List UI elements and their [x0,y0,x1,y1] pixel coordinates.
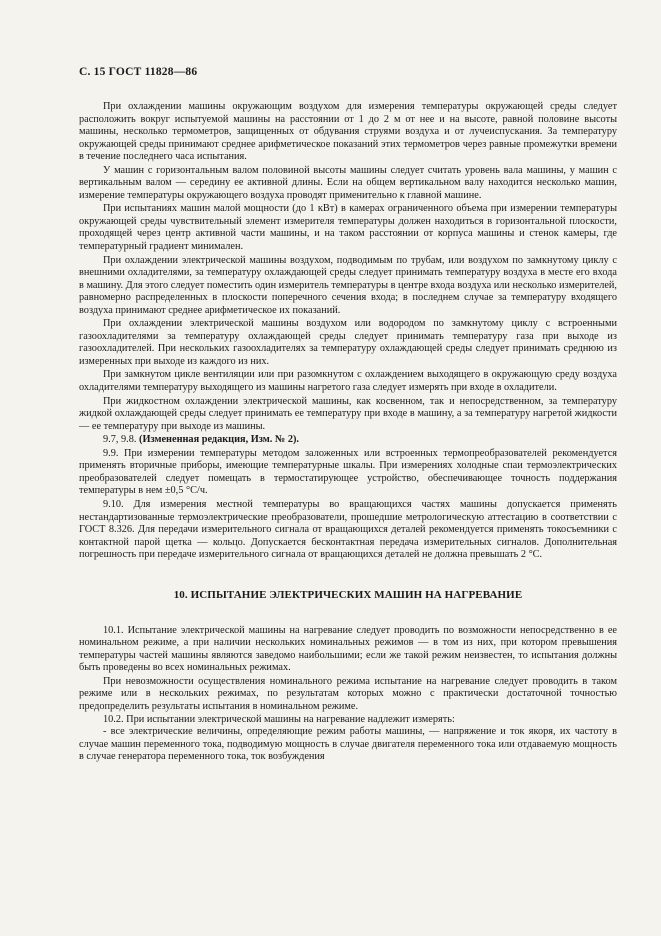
amendment-note: (Измененная редакция, Изм. № 2). [139,434,299,446]
paragraph-amendment [79,434,617,447]
paragraph: 10.1. Испытание электрической машины на нагревание следует проводить по возможности непосредственно в ее номинальном режиме, а при наличии нескольких номинальных режимов — в том из них, при котором превышения температуры частей машины являются заведомо наибольшими; если же такой режим неизвестен, то испытания должны быть проведены во всех номинальных режимах. [79,624,617,674]
paragraph: При охлаждении электрической машины воздухом или водородом по замкнутому циклу с встроенными газоохладителями за температуру охлаждающей среды следует принимать температуру газа при выходе из газоохладителей. При нескольких газоохладителях за температуру охлаждающей среды следует принимать среднюю из измеренных при выходе из каждого из них. [79,318,617,367]
clause-number: 9.7, 9.8. [103,434,137,446]
paragraph: При испытаниях машин малой мощности (до 1 кВт) в камерах ограниченного объема при измерении температуры окружающей среды чувствительный элемент измерителя температуры должен находиться в горизонтальной плоскости, проходящей через центр активной части машины, и на таком расстоянии от корпуса машины и стенок камеры, где температурный градиент минимален. [79,203,617,253]
paragraph: При охлаждении машины окружающим воздухом для измерения температуры окружающей среды следует расположить вокруг испытуемой машины на расстоянии от 1 до 2 м от нее и на высоте, равной половине высоты машины, несколько термометров, защищенных от обдувания струями воздуха и от лучеиспускания. За температуру окружающей среды принимают среднее арифметическое показаний этих термометров через равные промежутки времени в течение последнего часа испытания. [79,101,617,163]
paragraph: 9.9. При измерении температуры методом заложенных или встроенных термопреобразователей рекомендуется применять вторичные приборы, имеющие температурные шкалы. При измерениях холодные спаи термоэлектрических преобразователей следует помещать в термостатирующее устройство, обеспечивающее точность поддержания температуры в нем ±0,5 °С/ч. [79,447,617,497]
paragraph: При охлаждении электрической машины воздухом, подводимым по трубам, или воздухом по замкнутому циклу с внешними охладителями, за температуру охлаждающей среды следует принимать температуру воздуха в месте его входа в машину. Для этого следует поместить один измеритель температуры в центре входа воздуха или несколько измерителей, равномерно распределенных в плоскости поперечного сечения входа; в последнем случае за температуру входящего воздуха принимают среднее арифметическое их показаний. [79,254,617,316]
section-title: 10. ИСПЫТАНИЕ ЭЛЕКТРИЧЕСКИХ МАШИН НА НАГРЕВАНИЕ [173,588,523,601]
paragraph: При жидкостном охлаждении электрической машины, как косвенном, так и непосредственном, за температуру жидкой охлаждающей среды следует принимать ее температуру при входе в машину, а за температуру нагретой жидкости — ее температуру при выходе из машины. [79,395,617,432]
page-header: С. 15 ГОСТ 11828—86 [79,66,198,78]
paragraph: 10.2. При испытании электрической машины на нагревание надлежит измерять: [103,713,455,725]
paragraph: У машин с горизонтальным валом половиной высоты машины следует считать уровень вала машины, у машин с вертикальным валом — середину ее активной длины. Если на общем вертикальном валу находится несколько машин, измерение температуры окружающего воздуха проводят применительно к главной машине. [79,164,617,201]
paragraph: При замкнутом цикле вентиляции или при разомкнутом с охлаждением выходящего в окружающую среду воздуха охладителями температуру выходящего из машины нагретого газа следует измерять при входе в охладители. [79,369,617,394]
paragraph: При невозможности осуществления номинального режима испытание на нагревание следует проводить в таком режиме или в нескольких режимах, по результатам которых можно с практически достаточной точностью предопределить результаты испытания в номинальном режиме. [79,675,617,712]
paragraph: - все электрические величины, определяющие режим работы машины, — напряжение и ток якоря, их частоту в случае машин переменного тока, подводимую мощность в случае двигателя переменного тока или отдаваемую мощность в случае генератора переменного тока, ток возбуждения [79,726,617,763]
paragraph: 9.10. Для измерения местной температуры во вращающихся частях машины допускается применять нестандартизованные термоэлектрические преобразователи, прошедшие метрологическую аттестацию в соответствии с ГОСТ 8.326. Для передачи измерительного сигнала от вращающихся деталей рекомендуется применять токосъемники с контактной парой щетка — кольцо. Допускается бесконтактная передача измерительных сигналов. Дополнительная погрешность при передаче измерительного сигнала от вращающихся деталей не должна превышать 2 °С. [79,498,617,561]
